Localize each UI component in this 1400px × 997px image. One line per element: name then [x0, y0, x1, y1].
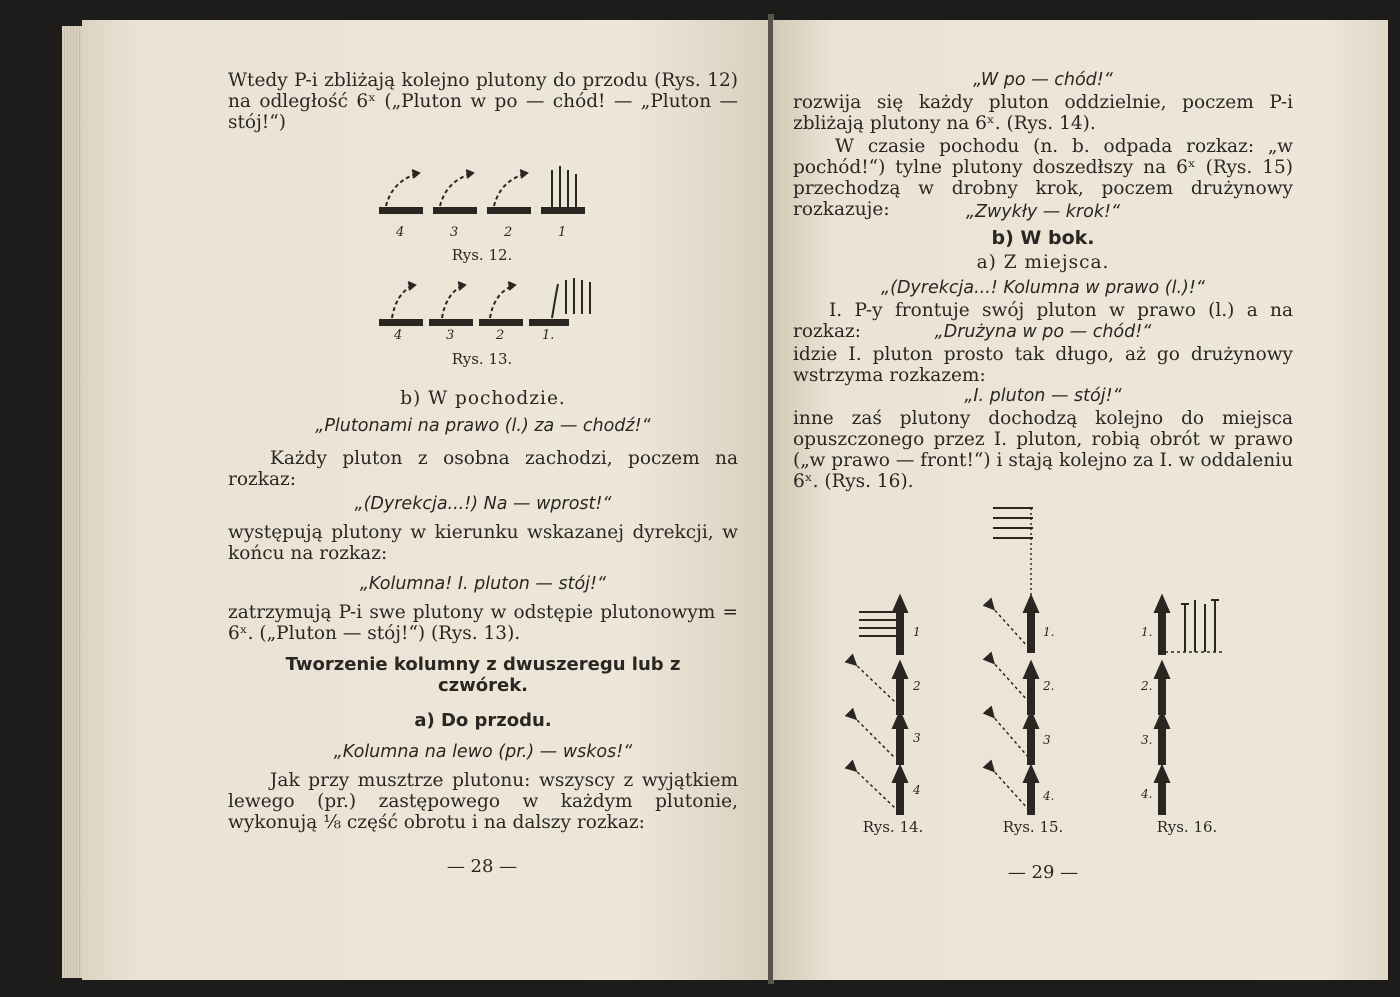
right-heading: b) W bok. — [991, 227, 1095, 249]
fig12-label-4: 4 — [396, 225, 405, 240]
right-command-5: „I. pluton — stój!“ — [964, 386, 1122, 406]
page-edges — [62, 26, 84, 978]
right-page — [773, 20, 1388, 980]
fig14-label-4: 4 — [913, 783, 921, 797]
fig16-label-3: 3. — [1141, 733, 1153, 747]
fig16-label-4: 4. — [1141, 787, 1153, 801]
right-page-number: — 29 — — [1007, 862, 1079, 883]
fig12-label-2: 2 — [504, 225, 513, 240]
right-para-1: rozwija się każdy pluton oddzielnie, poczem P-i zbliżają plutony na 6ˣ. (Rys. 14). — [793, 92, 1293, 134]
figures-14-15-16 — [833, 488, 1273, 818]
right-subheading-a: a) Z miejsca. — [976, 252, 1110, 273]
right-para-2: W czasie pochodu (n. b. odpada rozkaz: „w pochód!“) tylne plutony doszedłszy na 6ˣ (Rys. 15) przechodzą w drobny krok, poczem drużynowy rozkazuje: — [793, 136, 1293, 220]
fig14-label-2: 2 — [913, 679, 921, 693]
fig12-caption: Rys. 12. — [451, 246, 513, 264]
figure-12 — [372, 160, 602, 250]
fig16-caption: Rys. 16. — [1156, 818, 1218, 836]
fig14-caption: Rys. 14. — [862, 818, 924, 836]
left-subheading-b: b) W pochodzie. — [400, 388, 566, 409]
left-command-1: „Plutonami na prawo (l.) za — chodź!“ — [315, 416, 651, 436]
fig15-caption: Rys. 15. — [1002, 818, 1064, 836]
fig12-label-3: 3 — [450, 225, 459, 240]
right-para-4: idzie I. pluton prosto tak długo, aż go drużynowy wstrzyma rozkazem: — [793, 344, 1293, 386]
book-spread — [40, 14, 1390, 984]
fig12-label-1: 1 — [558, 225, 567, 240]
fig15-drawing — [991, 508, 1038, 814]
right-para-3: I. P-y frontuje swój pluton w prawo (l.) a na rozkaz: — [793, 300, 1293, 342]
right-command-3: „(Dyrekcja...! Kolumna w prawo (l.)!“ — [881, 278, 1205, 298]
fig13-label-3: 3 — [446, 328, 455, 343]
left-para-4: zatrzymują P-i swe plutony w odstępie plutonowym = 6ˣ. („Pluton — stój!“) (Rys. 13). — [228, 602, 738, 644]
left-para-5: Jak przy musztrze plutonu: wszyscy z wyjątkiem lewego (pr.) zastępowego w każdym plutonie, wykonują ⅛ część obrotu i na dalszy rozkaz: — [228, 770, 738, 833]
right-command-4: „Drużyna w po — chód!“ — [934, 322, 1152, 342]
left-page — [82, 20, 770, 980]
fig13-labels — [372, 328, 602, 344]
fig13-label-1: 1. — [542, 328, 555, 343]
fig13-caption: Rys. 13. — [451, 350, 513, 368]
left-para-1: Wtedy P-i zbliżają kolejno plutony do przodu (Rys. 12) na odległość 6ˣ („Pluton w po — chód! — „Pluton — stój!“) — [228, 70, 738, 133]
fig16-label-2: 2. — [1141, 679, 1153, 693]
left-command-4: „Kolumna na lewo (pr.) — wskos!“ — [333, 742, 633, 762]
right-command-1: „W po — chód!“ — [973, 70, 1113, 90]
fig14-label-1: 1 — [913, 625, 921, 639]
fig14-label-3: 3 — [913, 731, 921, 745]
fig15-label-1: 1. — [1043, 625, 1055, 639]
left-para-2: Każdy pluton z osobna zachodzi, poczem na rozkaz: — [228, 448, 738, 490]
left-command-3: „Kolumna! I. pluton — stój!“ — [359, 574, 607, 594]
fig14-drawing — [853, 596, 907, 814]
left-command-2: „(Dyrekcja...!) Na — wprost!“ — [354, 494, 612, 514]
left-heading: Tworzenie kolumny z dwuszeregu lub z czwórek. — [285, 654, 681, 696]
left-para-3: występują plutony w kierunku wskazanej dyrekcji, w końcu na rozkaz: — [228, 522, 738, 564]
fig13-label-2: 2 — [496, 328, 505, 343]
fig16-drawing — [1155, 596, 1225, 814]
fig16-label-1: 1. — [1141, 625, 1153, 639]
fig15-label-3: 3 — [1043, 733, 1051, 747]
fig15-label-2: 2. — [1043, 679, 1055, 693]
fig13-label-4: 4 — [394, 328, 403, 343]
left-page-number: — 28 — — [446, 856, 518, 877]
fig15-label-4: 4. — [1043, 789, 1055, 803]
left-subheading-a: a) Do przodu. — [414, 710, 552, 731]
right-para-5: inne zaś plutony dochodzą kolejno do miejsca opuszczonego przez I. pluton, robią obrót w prawo („w prawo — front!“) i stają kolejno za I. w oddaleniu 6ˣ. (Rys. 16). — [793, 408, 1293, 492]
right-command-2: „Zwykły — krok!“ — [965, 202, 1121, 222]
